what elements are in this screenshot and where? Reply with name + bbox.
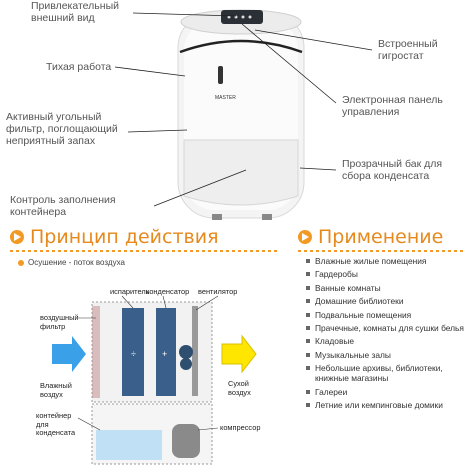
callout-line: внешний вид [31, 12, 95, 24]
callout-line: контейнера [10, 206, 67, 218]
callout-line: Контроль заполнения [10, 194, 116, 206]
list-item: Летние или кемпинговые домики [306, 400, 466, 410]
label-line: Влажный [40, 381, 72, 390]
callout-line: фильтр, поглощающий [6, 123, 118, 135]
label-line: для [36, 419, 49, 429]
label-line: воздух [40, 389, 63, 399]
callout-line: сбора конденсата [342, 170, 430, 182]
svg-text:+: + [162, 349, 168, 359]
label-line: воздушный [40, 313, 79, 322]
label-evaporator: испаритель [110, 287, 150, 296]
principle-title: Принцип действия [30, 226, 219, 248]
callout-line: Привлекательный [31, 0, 119, 12]
label-line: конденсата [36, 428, 76, 437]
legend-text: Осушение - поток воздуха [28, 258, 125, 267]
label-condenser: конденсатор [146, 287, 190, 296]
label-humid-air [40, 382, 72, 399]
callout-line: неприятный запах [6, 135, 96, 147]
list-item: Кладовые [306, 336, 466, 346]
label-line: фильтр [40, 321, 66, 331]
callout-line: управления [342, 106, 400, 118]
label-line: контейнер [36, 411, 72, 420]
label-line: воздух [228, 387, 251, 397]
label-compressor: компрессор [220, 423, 261, 432]
list-item: Небольшие архивы, библиотеки, книжные магазины [306, 363, 466, 383]
application-list [306, 256, 466, 414]
list-item: Домашние библиотеки [306, 296, 466, 306]
callout-line: Электронная панель [342, 94, 443, 106]
label-container [36, 412, 75, 438]
label-line: Сухой [228, 379, 249, 388]
label-fan: вентилятор [198, 287, 238, 296]
callout-line: Прозрачный бак для [342, 158, 443, 170]
label-dry-air [228, 380, 251, 397]
svg-text:÷: ÷ [131, 349, 136, 359]
list-item: Подвальные помещения [306, 310, 466, 320]
callout-line: гигростат [378, 50, 424, 62]
list-item: Музыкальные залы [306, 350, 466, 360]
list-item: Влажные жилые помещения [306, 256, 466, 266]
callout-line: Встроенный [378, 38, 438, 50]
list-item: Галереи [306, 387, 466, 397]
callout-line: Тихая работа [46, 61, 112, 73]
dry-air-arrow-icon [222, 336, 256, 372]
brand-logo: MASTER [215, 95, 236, 101]
list-item: Прачечные, комнаты для сушки белья [306, 323, 466, 333]
application-title: Применение [318, 226, 444, 248]
label-air-filter [40, 314, 79, 331]
list-item: Гардеробы [306, 269, 466, 279]
humid-air-arrow-icon [52, 336, 86, 372]
list-item: Ванные комнаты [306, 283, 466, 293]
callout-line: Активный угольный [6, 111, 102, 123]
